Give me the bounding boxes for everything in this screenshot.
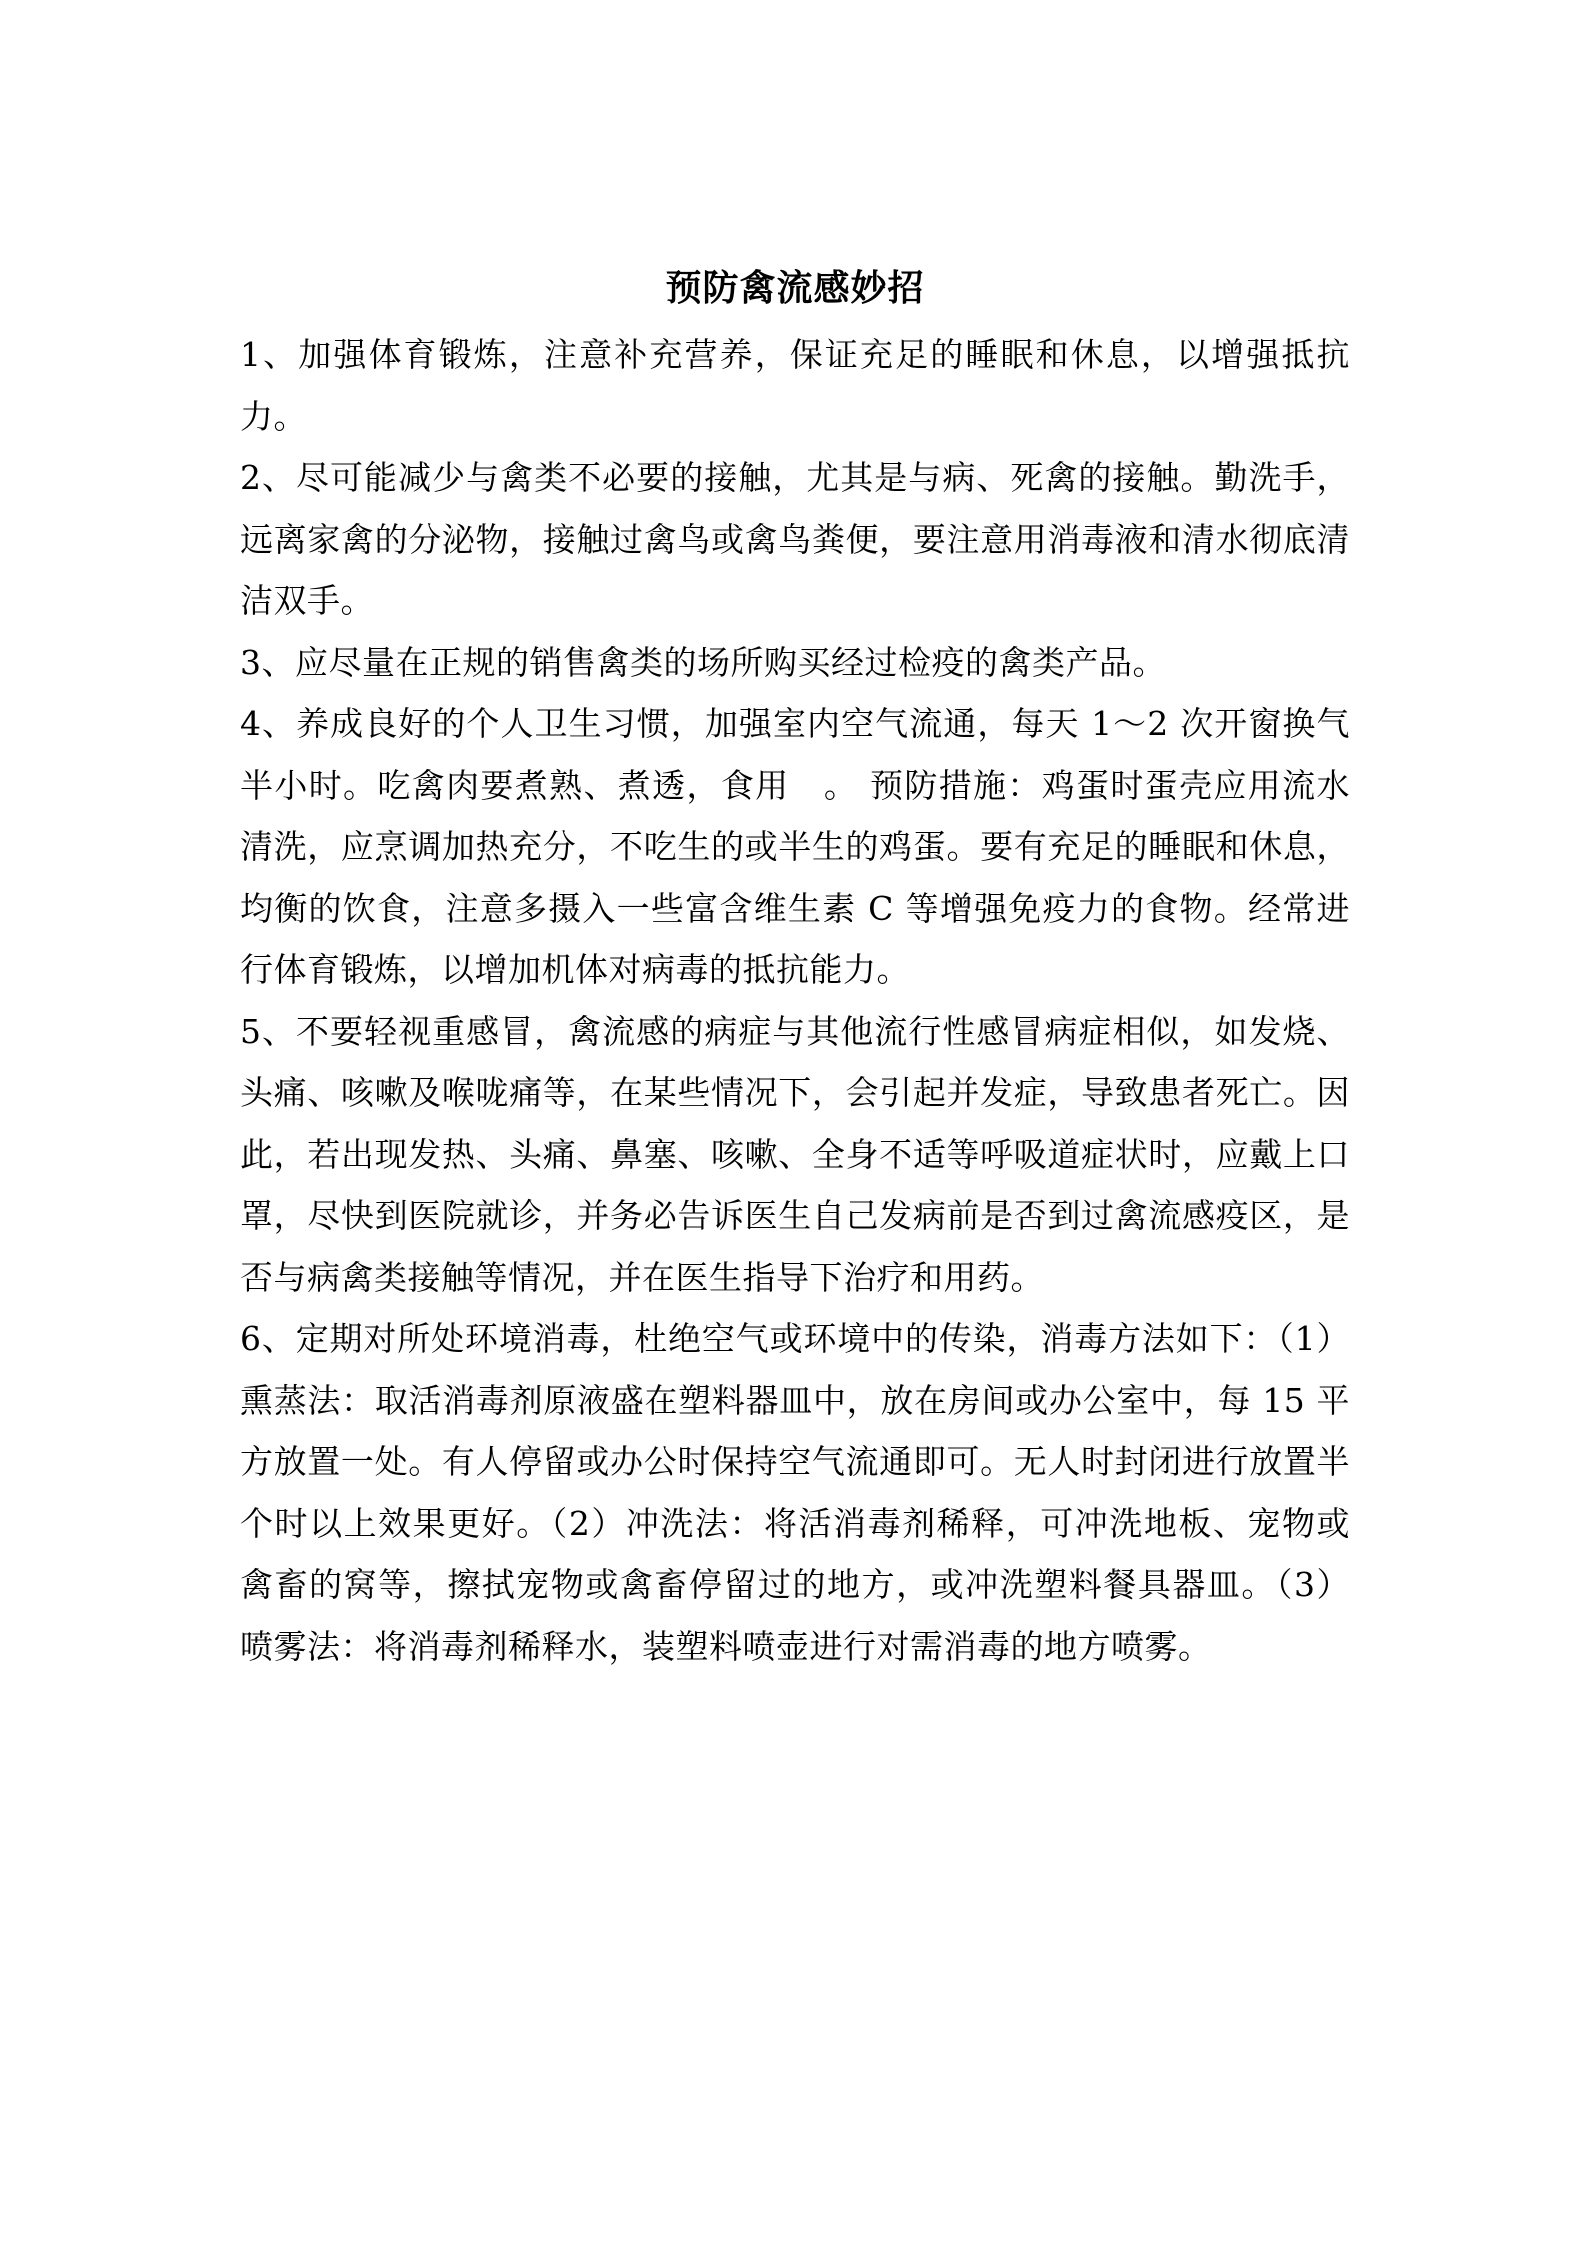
paragraph-4: 4、养成良好的个人卫生习惯，加强室内空气流通，每天 1～2 次开窗换气半小时。吃禽肉要煮熟、煮透，食用 。 预防措施：鸡蛋时蛋壳应用流水清洗，应烹调加热充分，不吃生的或半生的鸡蛋。要有充足的睡眠和休息，均衡的饮食，注意多摄入一些富含维生素 C 等增强免疫力的食物。经常进行体育锻炼，以增加机体对病毒的抵抗能力。 [240, 704, 1350, 989]
document-page [240, 258, 1350, 1677]
document-title: 预防禽流感妙招 [665, 267, 925, 309]
paragraph-5: 5、不要轻视重感冒，禽流感的病症与其他流行性感冒病症相似，如发烧、头痛、咳嗽及喉咙痛等，在某些情况下，会引起并发症，导致患者死亡。因此，若出现发热、头痛、鼻塞、咳嗽、全身不适等呼吸道症状时，应戴上口罩，尽快到医院就诊，并务必告诉医生自己发病前是否到过禽流感疫区，是否与病禽类接触等情况，并在医生指导下治疗和用药。 [240, 1011, 1350, 1297]
paragraph-2: 2、尽可能减少与禽类不必要的接触，尤其是与病、死禽的接触。勤洗手，远离家禽的分泌物，接触过禽鸟或禽鸟粪便，要注意用消毒液和清水彻底清洁双手。 [240, 458, 1350, 620]
paragraph-3: 3、应尽量在正规的销售禽类的场所购买经过检疫的禽类产品。 [240, 642, 1166, 682]
paragraph-6: 6、定期对所处环境消毒，杜绝空气或环境中的传染，消毒方法如下：（1）熏蒸法：取活消毒剂原液盛在塑料器皿中，放在房间或办公室中，每 15 平方放置一处。有人停留或办公时保持空气流通即可。无人时封闭进行放置半个时以上效果更好。（2）冲洗法：将活消毒剂稀释，可冲洗地板、宠物或禽畜的窝等，擦拭宠物或禽畜停留过的地方，或冲洗塑料餐具器皿。（3）喷雾法：将消毒剂稀释水，装塑料喷壶进行对需消毒的地方喷雾。 [240, 1319, 1350, 1666]
paragraph-1: 1、加强体育锻炼，注意补充营养，保证充足的睡眠和休息，以增强抵抗力。 [240, 335, 1350, 436]
